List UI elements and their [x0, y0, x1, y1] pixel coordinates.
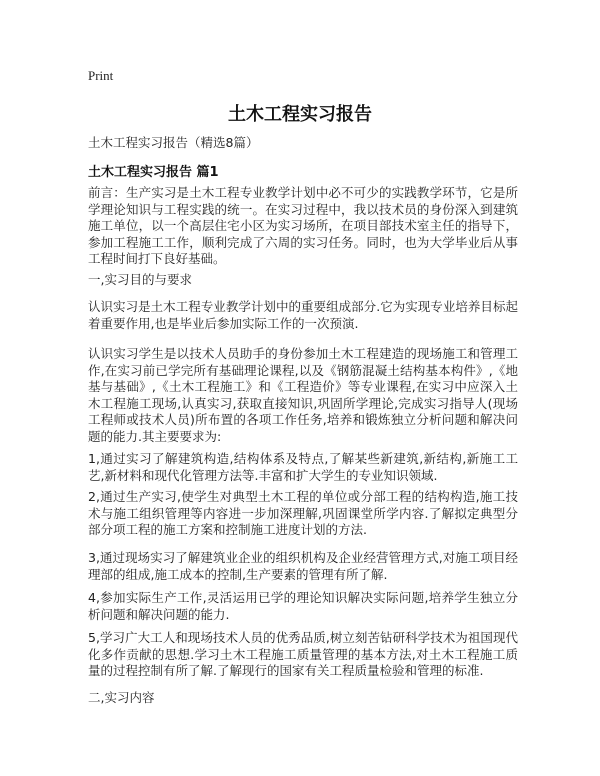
requirement-paragraph-1: 认识实习是土木工程专业教学计划中的重要组成部分.它为实现专业培养目标起着重要作用,也是毕业后参加实际工作的一次预演.	[88, 299, 518, 331]
list-item: 2,通过生产实习,使学生对典型土木工程的单位或分部工程的结构构造,施工技术与施工组织管理等内容进一步加深理解,巩固课堂所学内容.了解拟定典型分部分项工程的施工方案和控制施工进度计划的方法.	[88, 489, 518, 538]
page-title: 土木工程实习报告	[228, 104, 372, 125]
heading-content: 二,实习内容	[88, 690, 155, 705]
list-item: 4,参加实际生产工作,灵活运用已学的理论知识解决实际问题,培养学生独立分析问题和解决问题的能力.	[88, 590, 518, 622]
print-link[interactable]: Print	[88, 68, 114, 83]
document-subtitle: 土木工程实习报告（精选8篇）	[88, 135, 259, 150]
list-item: 5,学习广大工人和现场技术人员的优秀品质,树立刻苦钻研科学技术为祖国现代化多作贡献的思想.学习土木工程施工质量管理的基本方法,对土木工程施工质量的过程控制有所了解.了解现行的国家有关工程质量检验和管理的标准.	[88, 630, 518, 679]
requirement-paragraph-2: 认识实习学生是以技术人员助手的身份参加土木工程建造的现场施工和管理工作,在实习前已学完所有基础理论课程,以及《钢筋混凝土结构基本构件》,《地基与基础》,《土木工程施工》和《工程造价》等专业课程,在实习中应深入土木工程施工现场,认真实习,获取直接知识,巩固所学理论,完成实习指导人(现场工程师或技术人员)所布置的各项工作任务,培养和锻炼独立分析问题和解决问题的能力.其主要要求为:	[88, 346, 518, 444]
section-heading: 土木工程实习报告 篇1	[88, 165, 219, 180]
heading-objectives: 一,实习目的与要求	[88, 272, 192, 287]
list-item: 1,通过实习了解建筑构造,结构体系及特点,了解某些新建筑,新结构,新施工工艺,新材料和现代化管理方法等.丰富和扩大学生的专业知识领域.	[88, 451, 518, 483]
list-item: 3,通过现场实习了解建筑业企业的组织机构及企业经营管理方式,对施工项目经理部的组成,施工成本的控制,生产要素的管理有所了解.	[88, 550, 518, 582]
intro-paragraph: 前言：生产实习是土木工程专业教学计划中必不可少的实践教学环节，它是所学理论知识与工程实践的统一。在实习过程中，我以技术员的身份深入到建筑施工单位，以一个高层住宅小区为实习场所，在项目部技术室主任的指导下，参加工程施工工作，顺利完成了六周的实习任务。同时，也为大学毕业后从事工程时间打下良好基础。	[88, 185, 518, 267]
